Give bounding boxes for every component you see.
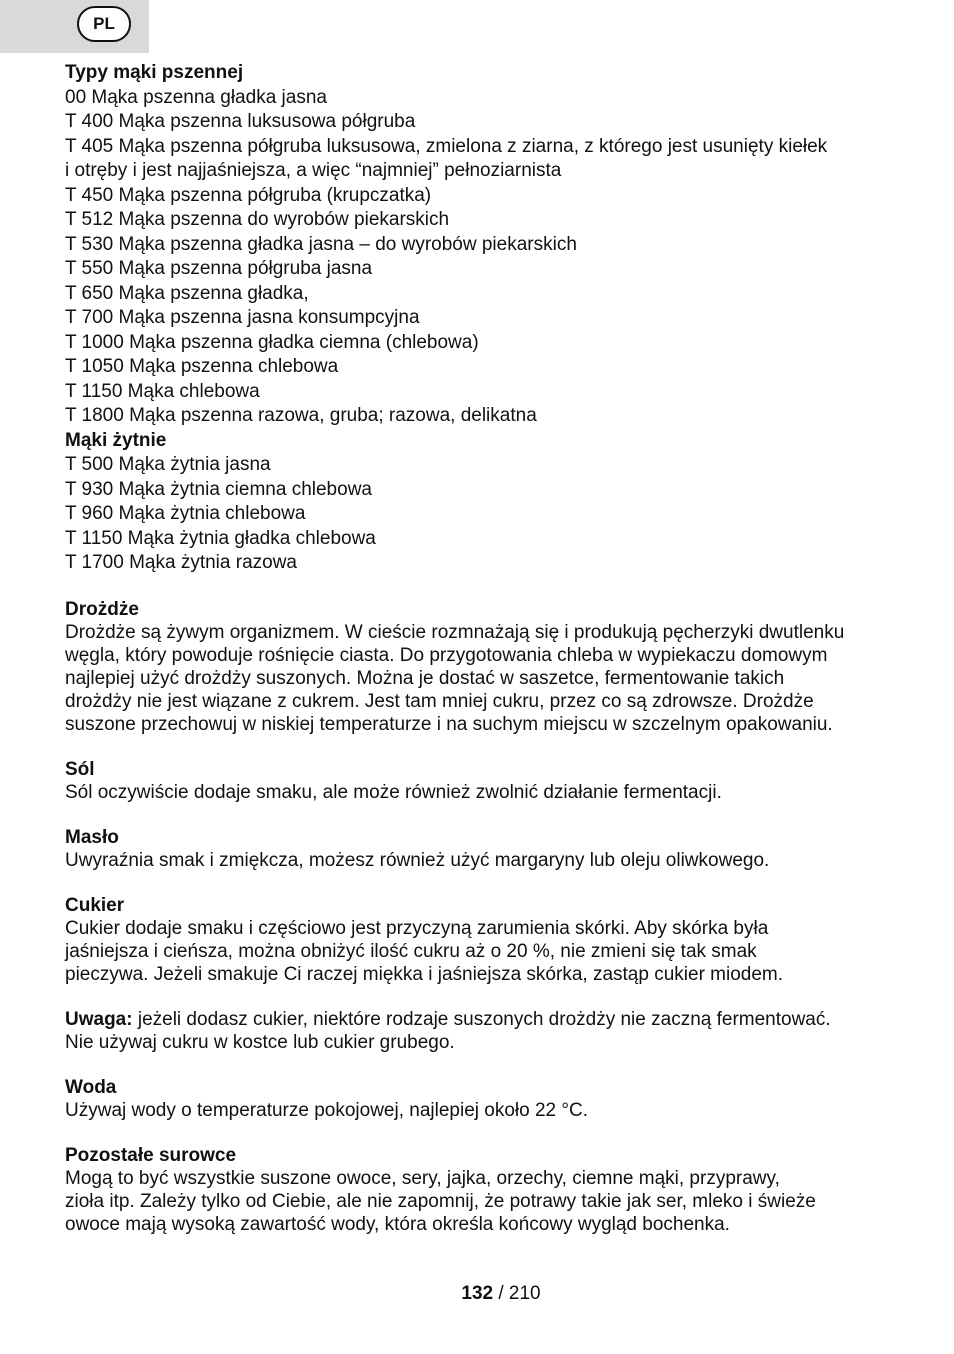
text-line: Używaj wody o temperaturze pokojowej, najlepiej około 22 °C. [65, 1099, 588, 1121]
text-line: zioła itp. Zależy tylko od Ciebie, ale nie zapomnij, że potrawy takie jak ser, mleko i świeże [65, 1190, 816, 1212]
page-total: 210 [508, 1283, 541, 1304]
wheat-flour-item: T 700 Mąka pszenna jasna konsumpcyjna [65, 307, 420, 328]
wheat-flour-item: T 530 Mąka pszenna gładka jasna – do wyrobów piekarskich [65, 233, 577, 255]
text-line: Sól oczywiście dodaje smaku, ale może również zwolnić działanie fermentacji. [65, 781, 722, 803]
rye-flour-lines [65, 453, 905, 576]
wheat-flour-heading: Typy mąki pszennej [65, 62, 244, 83]
rye-flour-item: T 960 Mąka żytnia chlebowa [65, 503, 306, 524]
salt-heading: Sól [65, 758, 95, 780]
language-badge: PL [77, 6, 131, 42]
text-line: jaśniejsza i cieńsza, można obniżyć ilość cukru aż o 20 %, nie zmieni się tak smak [65, 940, 757, 962]
wheat-flour-item: i otręby i jest najjaśniejsza, a więc “najmniej” pełnoziarnista [65, 160, 562, 181]
page-number [0, 1283, 954, 1305]
text-line: suszone przechowuj w niskiej temperaturze i na suchym miejscu w szczelnym opakowaniu. [65, 713, 833, 735]
note-label: Uwaga: [65, 1008, 133, 1030]
wheat-flour-lines [65, 86, 905, 429]
butter-section [65, 826, 905, 872]
rye-flour-heading: Mąki żytnie [65, 429, 167, 451]
sugar-heading: Cukier [65, 894, 125, 916]
rye-flour-item: T 1700 Mąka żytnia razowa [65, 552, 297, 573]
wheat-flour-item: T 1050 Mąka pszenna chlebowa [65, 356, 339, 377]
sugar-section [65, 894, 905, 986]
wheat-flour-item: T 1000 Mąka pszenna gładka ciemna (chlebowa) [65, 331, 479, 353]
page-separator: / [493, 1283, 509, 1304]
text-line: Cukier dodaje smaku i częściowo jest przyczyną zarumienia skórki. Aby skórka była [65, 917, 769, 939]
sugar-text [65, 917, 905, 986]
wheat-flour-item: T 650 Mąka pszenna gładka, [65, 282, 309, 304]
water-section [65, 1076, 905, 1122]
other-ingredients-text [65, 1167, 905, 1236]
text-line: Uwyraźnia smak i zmiękcza, możesz również użyć margaryny lub oleju oliwkowego. [65, 849, 770, 871]
yeast-heading: Drożdże [65, 598, 139, 620]
language-tab [0, 0, 149, 53]
wheat-flour-item: T 550 Mąka pszenna półgruba jasna [65, 258, 373, 279]
wheat-flour-item: 00 Mąka pszenna gładka jasna [65, 86, 327, 108]
rye-flour-item: T 1150 Mąka żytnia gładka chlebowa [65, 527, 376, 549]
text-line: Mogą to być wszystkie suszone owoce, sery, jajka, orzechy, ciemne mąki, przyprawy, [65, 1167, 780, 1189]
water-text [65, 1099, 905, 1122]
text-line: pieczywa. Jeżeli smakuje Ci raczej miękka i jaśniejsza skórka, zastąp cukier miodem. [65, 963, 784, 985]
wheat-flour-item: T 405 Mąka pszenna półgruba luksusowa, zmielona z ziarna, z którego jest usunięty kiełek [65, 135, 828, 157]
salt-text [65, 781, 905, 804]
note-text-first: jeżeli dodasz cukier, niektóre rodzaje suszonych drożdży nie zaczną fermentować. [132, 1008, 831, 1030]
wheat-flour-item: T 512 Mąka pszenna do wyrobów piekarskich [65, 209, 450, 230]
text-line: owoce mają wysoką zawartość wody, która określa końcowy wygląd bochenka. [65, 1213, 730, 1235]
text-line: Drożdże są żywym organizmem. W cieście rozmnażają się i produkują pęcherzyki dwutlenku [65, 621, 845, 643]
other-ingredients-heading: Pozostałe surowce [65, 1144, 237, 1166]
text-line: węgla, który powoduje rośnięcie ciasta. Do przygotowania chleba w wypiekaczu domowym [65, 644, 828, 666]
yeast-text [65, 621, 905, 736]
wheat-flour-item: T 400 Mąka pszenna luksusowa półgruba [65, 111, 416, 132]
salt-section [65, 758, 905, 804]
rye-flour-item: T 500 Mąka żytnia jasna [65, 454, 271, 475]
text-line: drożdży nie jest wiązane z cukrem. Jest tam mniej cukru, przez co są zdrowsze. Drożdże [65, 690, 814, 712]
yeast-section [65, 598, 905, 736]
note-section [65, 1008, 905, 1054]
butter-heading: Masło [65, 826, 119, 848]
text-line: najlepiej użyć drożdży suszonych. Można je dostać w saszetce, fermentowanie takich [65, 667, 785, 689]
other-ingredients-section [65, 1144, 905, 1236]
note-line-2: Nie używaj cukru w kostce lub cukier grubego. [65, 1031, 455, 1053]
wheat-flour-item: T 1150 Mąka chlebowa [65, 380, 260, 402]
flour-types-list [65, 61, 905, 576]
note-line-1 [65, 1008, 905, 1031]
document-body [65, 61, 905, 1236]
water-heading: Woda [65, 1076, 117, 1098]
wheat-flour-item: T 450 Mąka pszenna półgruba (krupczatka) [65, 184, 432, 206]
butter-text [65, 849, 905, 872]
page-current: 132 [461, 1283, 494, 1304]
rye-flour-item: T 930 Mąka żytnia ciemna chlebowa [65, 478, 372, 500]
wheat-flour-item: T 1800 Mąka pszenna razowa, gruba; razowa, delikatna [65, 405, 537, 426]
